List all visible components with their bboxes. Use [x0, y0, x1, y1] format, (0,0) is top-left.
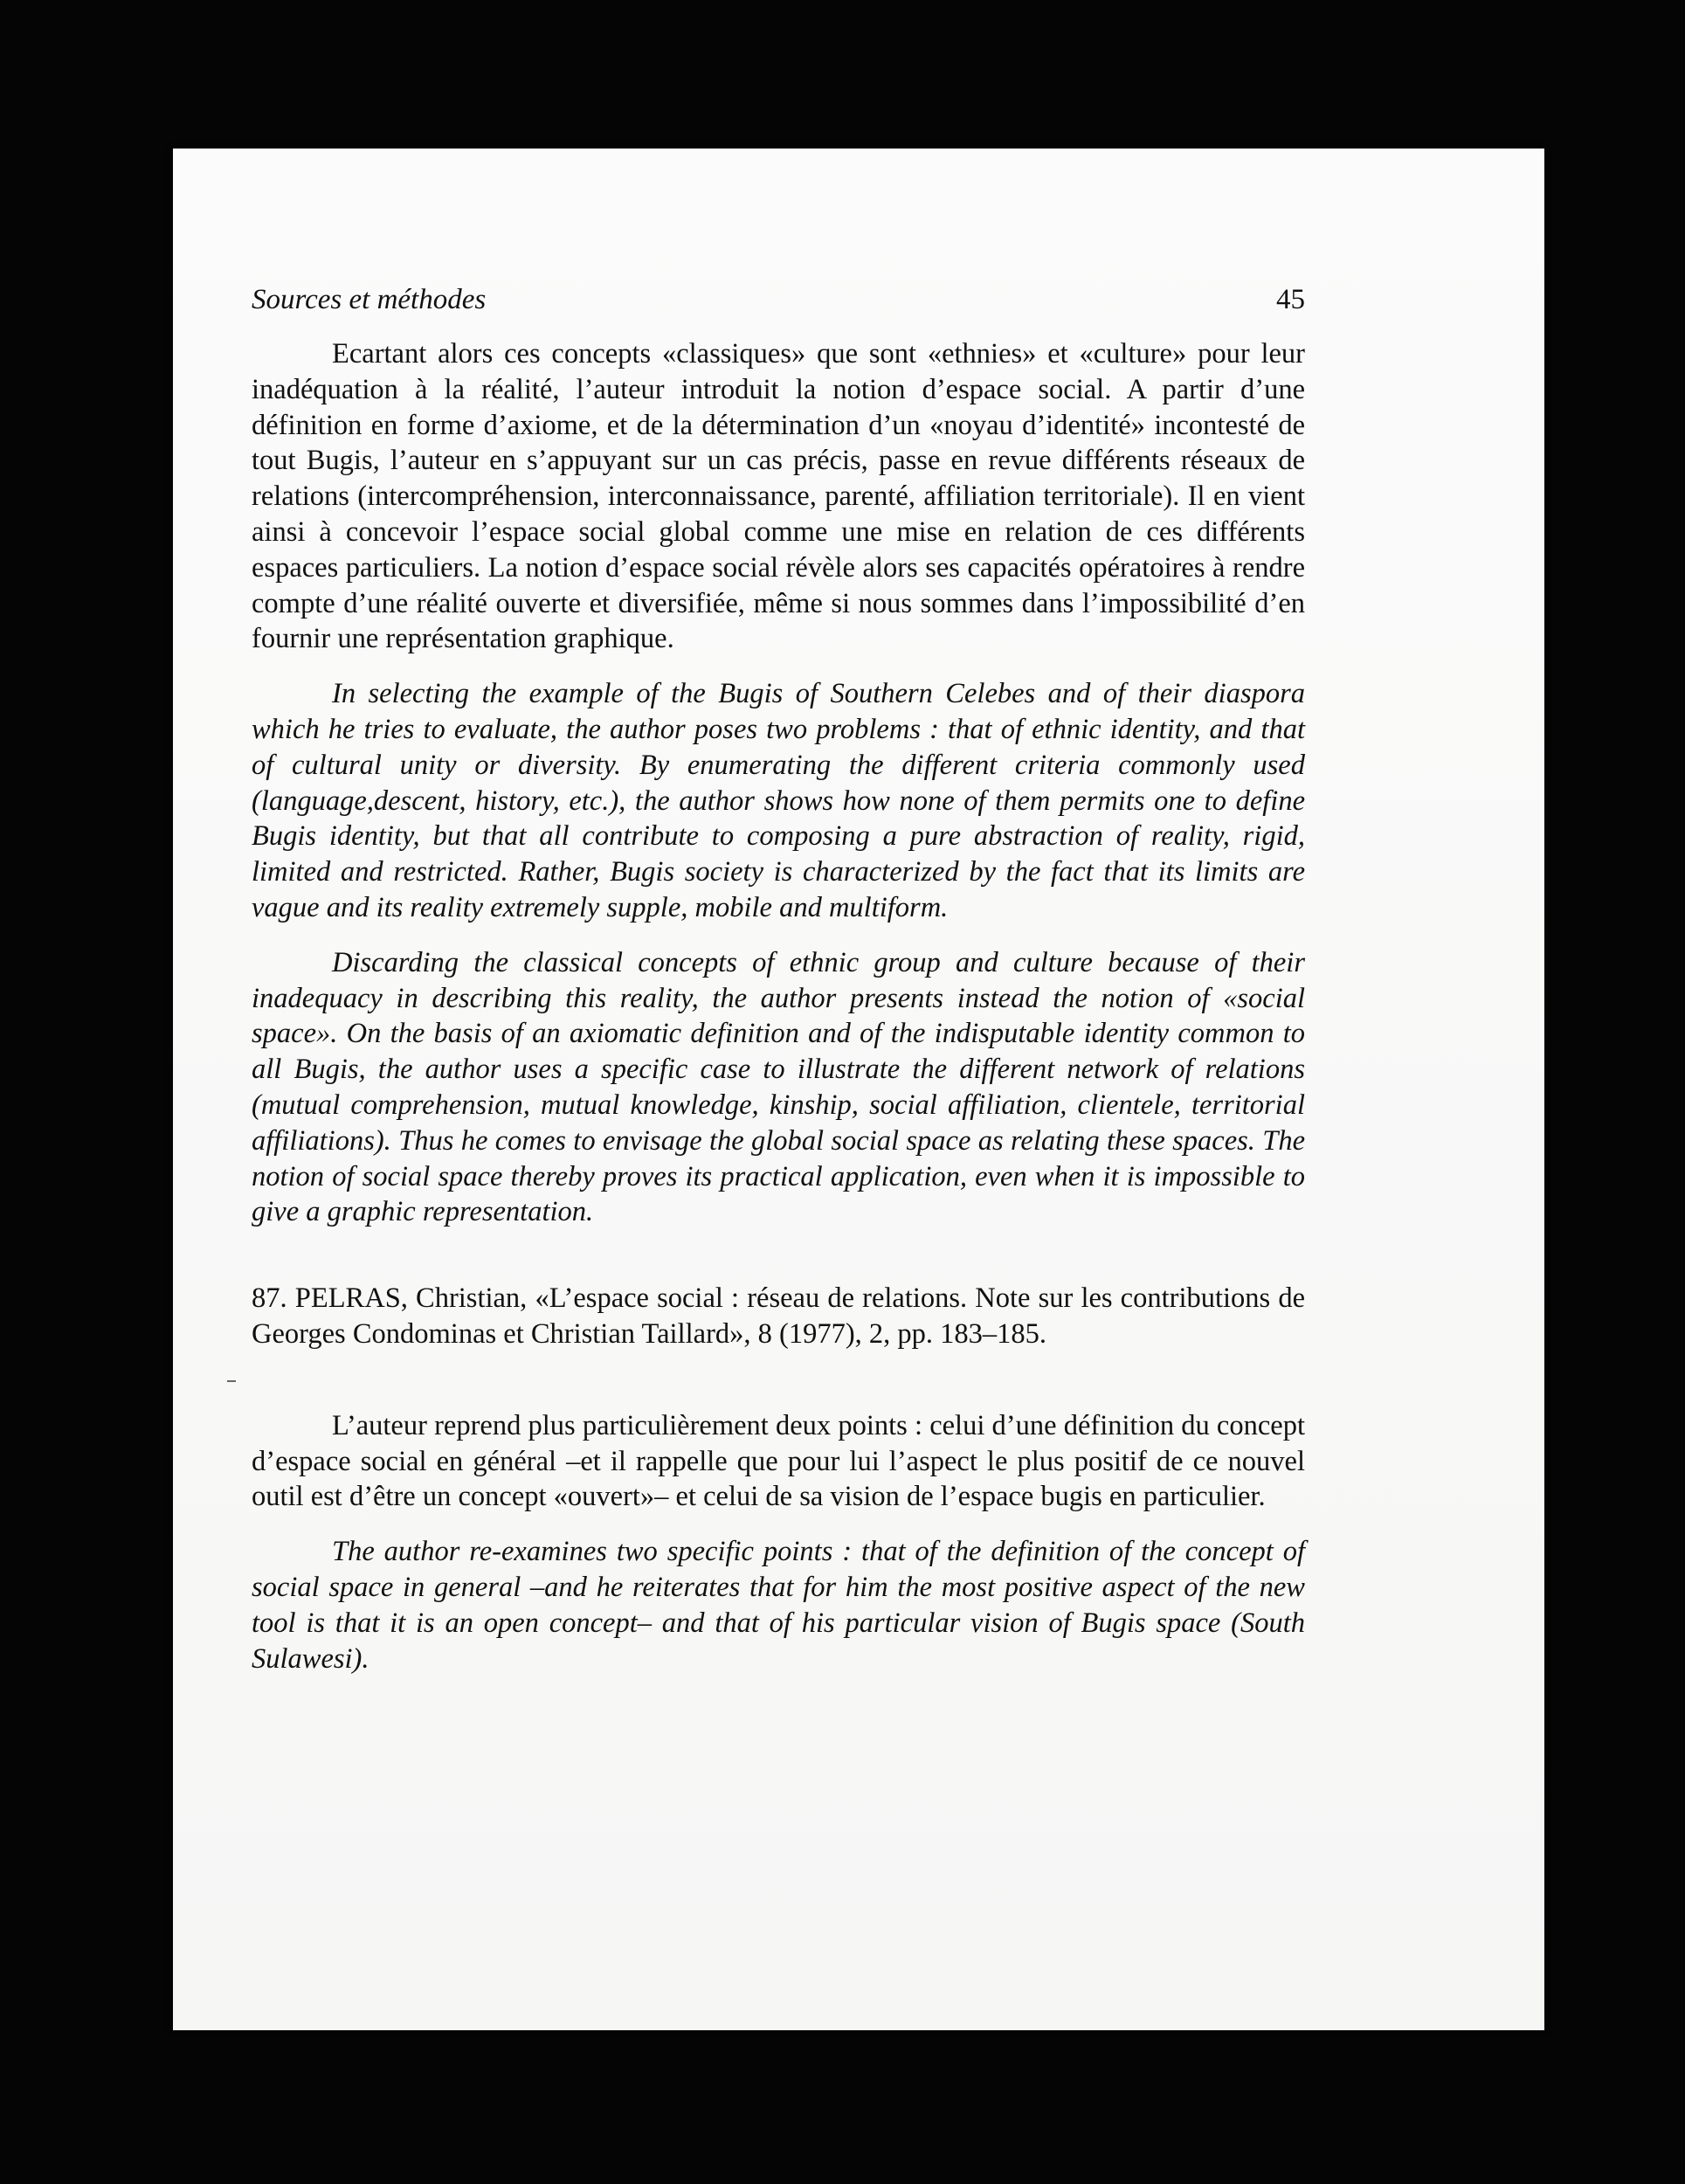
running-head [252, 284, 1305, 336]
entry-english-summary: The author re-examines two specific points : that of the definition of the concept of social space in general –and he reiterates that for him the most positive aspect of the new tool is that it is an open concept– and that of his particular vision of Bugis space (South Sulawesi). [252, 1536, 1305, 1675]
english-summary-paragraph-1: In selecting the example of the Bugis of Southern Celebes and of their diaspora which he tries to evaluate, the author poses two problems : that of ethnic identity, and that of cultural unity or diversity. By enumerating the different criteria commonly used (language,descent, history, etc.), the author shows how none of them permits one to define Bugis identity, but that all contribute to composing a pure abstraction of reality, rigid, limited and restricted. Rather, Bugis society is characterized by the fact that its limits are vague and its reality extremely supple, mobile and multiform. [252, 678, 1305, 923]
entry-number: 87. [252, 1282, 287, 1315]
entry-french-summary: L’auteur reprend plus particulièrement deux points : celui d’une définition du concept d’espace social en général –et il rappelle que pour lui l’aspect le plus positif de ce nouvel outil est d’être un concept «ouvert»– et celui de sa vision de l’espace bugis en particulier. [252, 1409, 1305, 1513]
page-number: 45 [1276, 284, 1305, 315]
bibliography-entry [252, 1281, 1305, 1352]
english-summary-paragraph-2: Discarding the classical concepts of ethnic group and culture because of their inadequacy in describing this reality, the author presents instead the notion of «social space». On the basis of an axiomatic definition and of the indisputable identity common to all Bugis, the author uses a specific case to illustrate the different network of relations (mutual comprehension, mutual knowledge, kinship, social affiliation, clientele, territorial affiliations). Thus he comes to envisage the global social space as relating these spaces. The notion of social space thereby proves its practical application, even when it is impossible to give a graphic representation. [252, 946, 1305, 1228]
running-head-title: Sources et méthodes [252, 284, 487, 315]
page-content [252, 284, 1305, 1676]
french-summary-paragraph: Ecartant alors ces concepts «classiques» que sont «ethnies» et «culture» pour leur inadéquation à la réalité, l’auteur introduit la notion d’espace social. A partir d’une définition en forme d’axiome, et de la détermination d’un «noyau d’identité» incontesté de tout Bugis, l’auteur en s’appuyant sur un cas précis, passe en revue différents réseaux de relations (intercompréhension, interconnaissance, parenté, affiliation territoriale). Il en vient ainsi à concevoir l’espace social global comme une mise en relation de ces différents espaces particuliers. La notion d’espace social révèle alors ses capacités opératoires à rendre compte d’une réalité ouverte et diversifiée, même si nous sommes dans l’impossibilité d’en fournir une représentation graphique. [252, 338, 1305, 655]
entry-citation: PELRAS, Christian, «L’espace social : réseau de relations. Note sur les contributions de Georges Condominas et Christian Taillard», 8 (1977), 2, pp. 183–185. [252, 1282, 1306, 1350]
margin-mark [227, 1380, 236, 1382]
book-page [173, 149, 1544, 2030]
